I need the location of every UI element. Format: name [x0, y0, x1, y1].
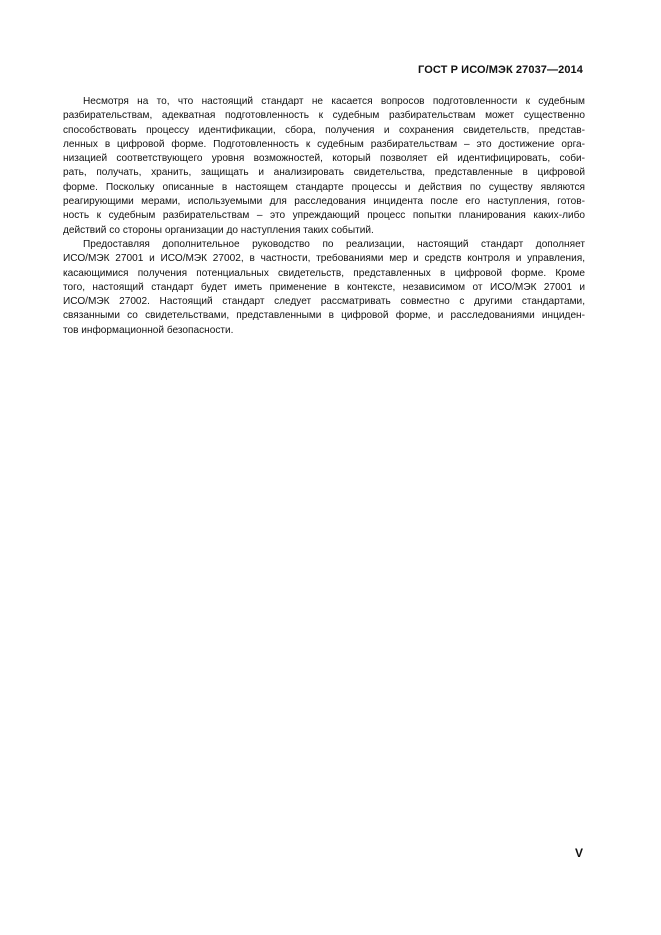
body-text — [63, 95, 585, 338]
paragraph-line: разбирательствам, адекватная подготовленность к судебным разбирательствам может существенно — [63, 110, 585, 122]
paragraph-line: ИСО/МЭК 27001 и ИСО/МЭК 27002, в частности, требованиями мер и средств контроля и управления, — [63, 253, 585, 265]
paragraph-line: связанными со свидетельствами, представленными в цифровой форме, и расследованиями инциден- — [63, 310, 585, 322]
paragraph-line: ИСО/МЭК 27002. Настоящий стандарт следует рассматривать совместно с другими стандартами, — [63, 296, 585, 308]
paragraph-line: реагирующими мерами, используемыми для расследования инцидента после его наступления, готов- — [63, 196, 585, 208]
paragraph-line: Несмотря на то, что настоящий стандарт не касается вопросов подготовленности к судебным — [83, 96, 585, 107]
paragraph-line: рать, получать, хранить, защищать и анализировать свидетельства, представленные в цифровой — [63, 167, 585, 179]
paragraph-line: ленных в цифровой форме. Подготовленность к судебным разбирательствам – это достижение орга- — [63, 138, 585, 150]
page-number: V — [574, 846, 583, 860]
paragraph-line: ность к судебным разбирательствам – это упреждающий процесс попытки планирования каких-либо — [63, 210, 585, 222]
paragraph-line: форме. Поскольку описанные в настоящем стандарте процессы и действия по существу являются — [63, 181, 585, 193]
paragraph-line: того, настоящий стандарт будет иметь применение в контексте, независимом от ИСО/МЭК 27001 и — [63, 281, 585, 293]
paragraph-line: Предоставляя дополнительное руководство по реализации, настоящий стандарт дополняет — [83, 238, 585, 250]
paragraph-forensic-readiness — [63, 95, 585, 238]
paragraph-line: низацией соответствующего уровня возможностей, который позволяет ей идентифицировать, соби- — [63, 153, 585, 165]
paragraph-line: действий со стороны организации до наступления таких событий. — [63, 224, 374, 236]
standard-code-header: ГОСТ Р ИСО/МЭК 27037—2014 — [418, 64, 583, 76]
paragraph-line: касающимися получения потенциальных свидетельств, представленных в цифровой форме. Кроме — [63, 267, 585, 279]
paragraph-line: тов информационной безопасности. — [63, 324, 234, 336]
paragraph-line: способствовать процессу идентификации, сбора, получения и сохранения свидетельств, представ- — [63, 124, 585, 136]
paragraph-complementary-guidance — [63, 238, 585, 338]
